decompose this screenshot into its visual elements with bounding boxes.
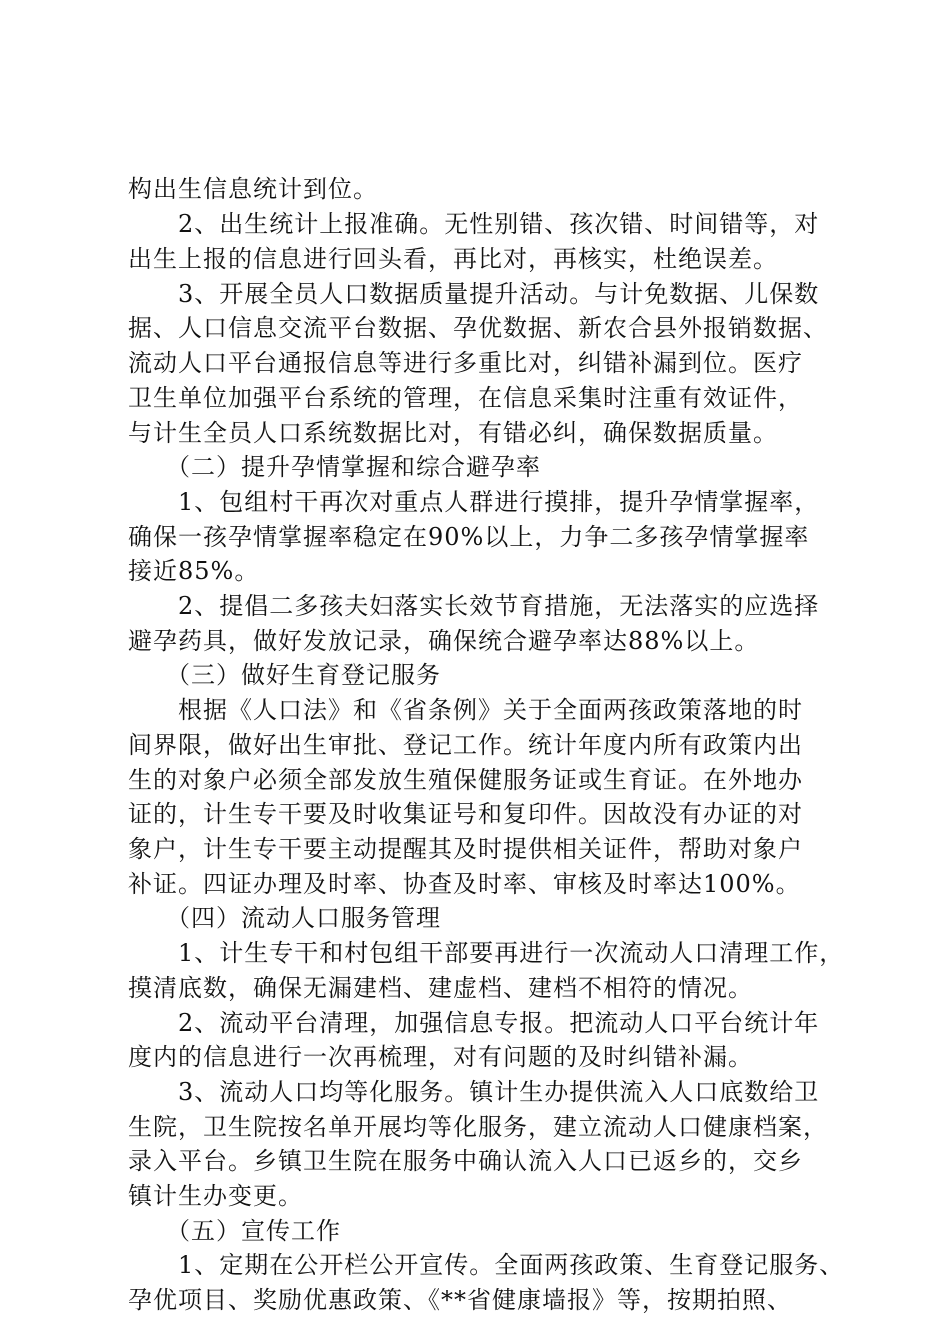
text-line: 录入平台。乡镇卫生院在服务中确认流入人口已返乡的，交乡 bbox=[128, 1147, 803, 1175]
text-line: 确保一孩孕情掌握率稳定在90%以上，力争二多孩孕情掌握率 bbox=[128, 523, 810, 551]
section-heading: （五）宣传工作 bbox=[128, 1217, 341, 1245]
text-line: 1、定期在公开栏公开宣传。全面两孩政策、生育登记服务、 bbox=[128, 1251, 845, 1279]
text-line: 2、出生统计上报准确。无性别错、孩次错、时间错等，对 bbox=[128, 210, 820, 238]
text-line: 生的对象户必须全部发放生殖保健服务证或生育证。在外地办 bbox=[128, 766, 803, 794]
text-line: 度内的信息进行一次再梳理，对有问题的及时纠错补漏。 bbox=[128, 1043, 753, 1071]
section-heading: （三）做好生育登记服务 bbox=[128, 661, 441, 689]
text-line: 构出生信息统计到位。 bbox=[128, 175, 378, 203]
text-line: 象户，计生专干要主动提醒其及时提供相关证件，帮助对象户 bbox=[128, 835, 803, 863]
text-line: 2、提倡二多孩夫妇落实长效节育措施，无法落实的应选择 bbox=[128, 592, 820, 620]
text-line: 间界限，做好出生审批、登记工作。统计年度内所有政策内出 bbox=[128, 731, 803, 759]
section-heading: （四）流动人口服务管理 bbox=[128, 904, 441, 932]
text-line: 补证。四证办理及时率、协查及时率、审核及时率达100%。 bbox=[128, 870, 801, 898]
text-line: 据、人口信息交流平台数据、孕优数据、新农合县外报销数据、 bbox=[128, 314, 828, 342]
text-line: 证的，计生专干要及时收集证号和复印件。因故没有办证的对 bbox=[128, 800, 803, 828]
text-line: 孕优项目、奖励优惠政策、《**省健康墙报》等，按期拍照、 bbox=[128, 1286, 792, 1314]
text-line: 3、流动人口均等化服务。镇计生办提供流入人口底数给卫 bbox=[128, 1078, 820, 1106]
text-line: 1、包组村干再次对重点人群进行摸排，提升孕情掌握率， bbox=[128, 488, 820, 516]
text-line: 根据《人口法》和《省条例》关于全面两孩政策落地的时 bbox=[128, 696, 803, 724]
section-heading: （二）提升孕情掌握和综合避孕率 bbox=[128, 453, 541, 481]
text-line: 生院，卫生院按名单开展均等化服务，建立流动人口健康档案， bbox=[128, 1113, 828, 1141]
text-line: 镇计生办变更。 bbox=[128, 1182, 303, 1210]
text-line: 接近85%。 bbox=[128, 557, 260, 585]
text-line: 避孕药具，做好发放记录，确保统合避孕率达88%以上。 bbox=[128, 627, 760, 655]
text-line: 2、流动平台清理，加强信息专报。把流动人口平台统计年 bbox=[128, 1009, 820, 1037]
text-line: 与计生全员人口系统数据比对，有错必纠，确保数据质量。 bbox=[128, 419, 778, 447]
text-line: 卫生单位加强平台系统的管理，在信息采集时注重有效证件， bbox=[128, 384, 803, 412]
text-line: 摸清底数，确保无漏建档、建虚档、建档不相符的情况。 bbox=[128, 974, 753, 1002]
text-line: 出生上报的信息进行回头看，再比对，再核实，杜绝误差。 bbox=[128, 245, 778, 273]
text-line: 1、计生专干和村包组干部要再进行一次流动人口清理工作， bbox=[128, 939, 845, 967]
text-line: 3、开展全员人口数据质量提升活动。与计免数据、儿保数 bbox=[128, 280, 820, 308]
text-line: 流动人口平台通报信息等进行多重比对，纠错补漏到位。医疗 bbox=[128, 349, 803, 377]
